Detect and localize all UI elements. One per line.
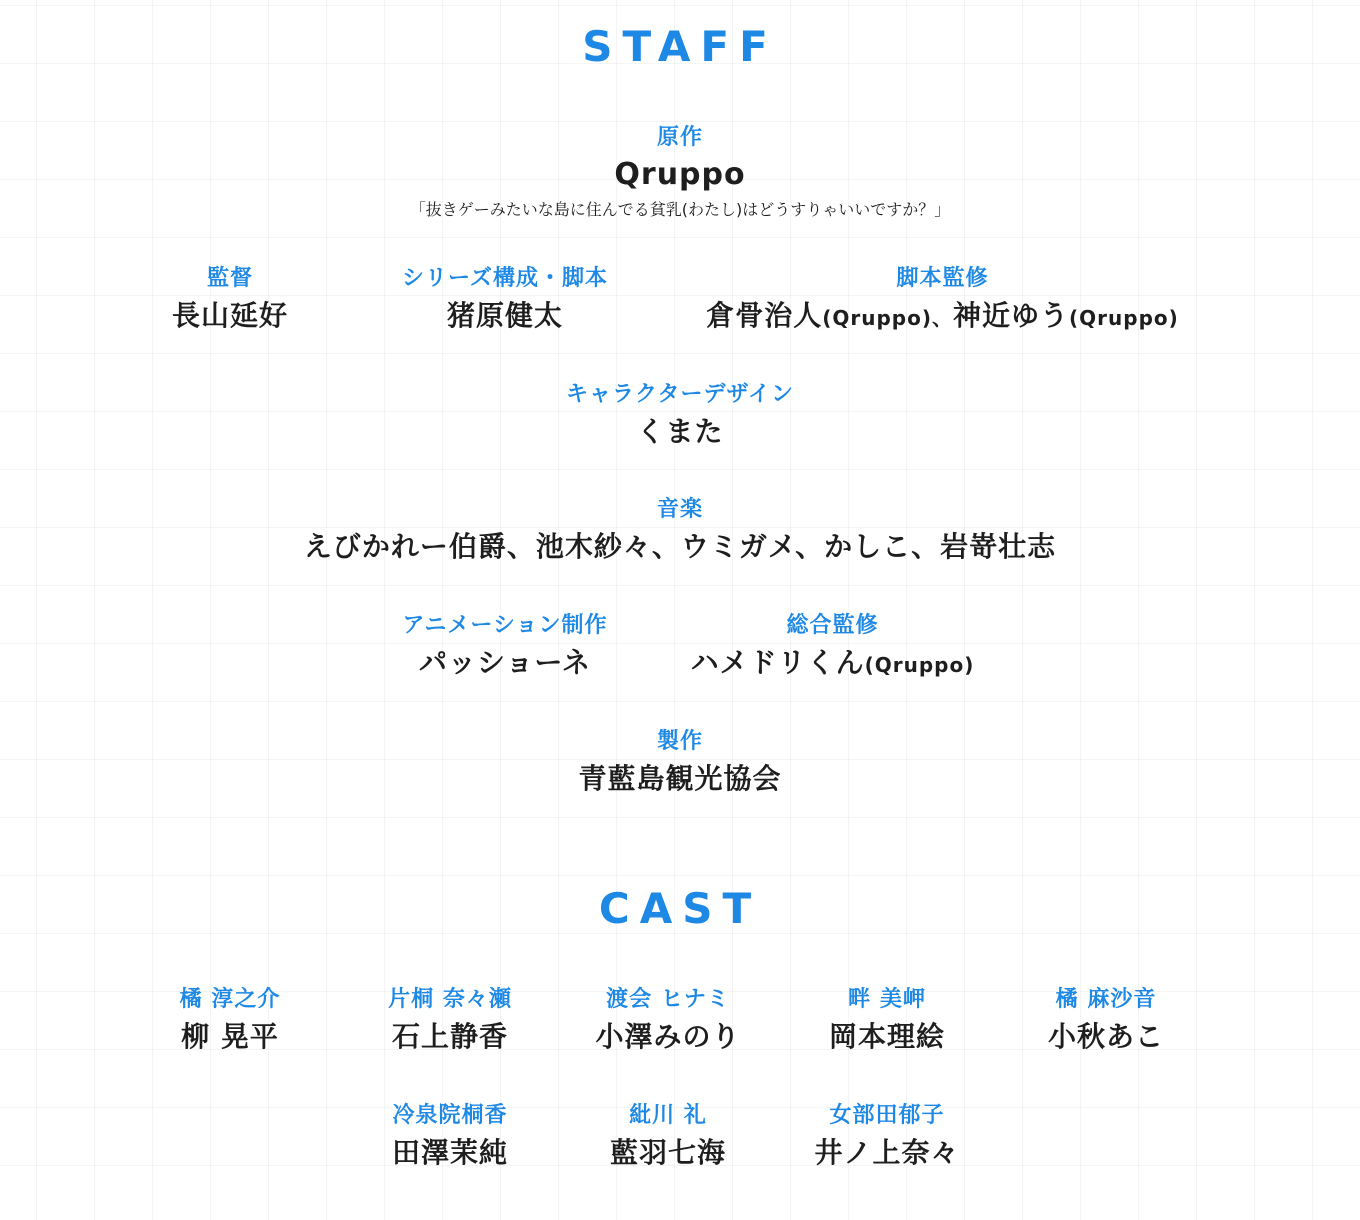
actor-name: 田澤茉純 bbox=[391, 1136, 508, 1169]
actor-name: 岡本理絵 bbox=[828, 1020, 945, 1053]
cast-heading: CAST bbox=[598, 884, 762, 933]
actor-name: 井ノ上奈々 bbox=[814, 1136, 960, 1169]
credit-name: 青藍島観光協会 bbox=[578, 762, 782, 795]
credit-production bbox=[0, 727, 1360, 801]
character-name: 渡会 ヒナミ bbox=[606, 987, 730, 1012]
role-label: 脚本監修 bbox=[896, 266, 989, 291]
credit-animation-production bbox=[365, 611, 645, 685]
role-label: アニメーション制作 bbox=[402, 613, 608, 638]
credit-script-supervision bbox=[660, 264, 1225, 340]
credit-name bbox=[660, 294, 1225, 340]
credit-chief-supervision bbox=[660, 611, 1005, 687]
role-label: シリーズ構成・脚本 bbox=[402, 266, 608, 291]
cast-entry bbox=[120, 985, 340, 1059]
credit-series-composition bbox=[365, 264, 645, 338]
credit-affiliation-2: (Qruppo) bbox=[1069, 306, 1179, 330]
cast-entry bbox=[558, 1101, 778, 1175]
character-name: 畔 美岬 bbox=[848, 987, 926, 1012]
character-name: 女部田郁子 bbox=[829, 1103, 945, 1128]
character-name: 冷泉院桐香 bbox=[392, 1103, 508, 1128]
cast-entry bbox=[558, 985, 778, 1059]
credit-name: 長山延好 bbox=[171, 299, 288, 332]
cast-entry bbox=[996, 985, 1216, 1059]
credit-name: パッショーネ bbox=[418, 646, 592, 679]
credit-affiliation: (Qruppo) bbox=[864, 653, 975, 677]
credit-affiliation-1: (Qruppo)、 bbox=[822, 306, 953, 330]
actor-name: 柳 晃平 bbox=[181, 1020, 279, 1053]
role-label: 音楽 bbox=[656, 497, 703, 522]
credit-character-design bbox=[0, 380, 1360, 454]
credit-original bbox=[0, 123, 1360, 223]
credit-name: くまた bbox=[636, 415, 724, 448]
cast-entry bbox=[340, 985, 560, 1059]
character-name: 橘 淳之介 bbox=[179, 987, 281, 1012]
credit-name-1: 倉骨治人 bbox=[706, 299, 823, 332]
character-name: 橘 麻沙音 bbox=[1055, 987, 1157, 1012]
cast-entry bbox=[340, 1101, 560, 1175]
role-label: 総合監修 bbox=[786, 613, 879, 638]
credit-director bbox=[110, 264, 350, 338]
character-name: 紕川 礼 bbox=[629, 1103, 707, 1128]
role-label: 原作 bbox=[656, 125, 703, 150]
role-label: キャラクターデザイン bbox=[565, 382, 795, 407]
credit-name: えびかれー伯爵、池木紗々、ウミガメ、かしこ、岩嵜壮志 bbox=[303, 530, 1057, 563]
role-label: 製作 bbox=[656, 729, 703, 754]
credit-name: Qruppo bbox=[614, 157, 746, 192]
role-label: 監督 bbox=[206, 266, 253, 291]
actor-name: 藍羽七海 bbox=[609, 1136, 726, 1169]
credit-music bbox=[0, 495, 1360, 569]
character-name: 片桐 奈々瀬 bbox=[388, 987, 512, 1012]
work-title-note: 「抜きゲーみたいな島に住んでる貧乳(わたし)はどうすりゃいいですか？」 bbox=[409, 200, 951, 219]
credit-name-2: 神近ゆう bbox=[953, 299, 1070, 332]
staff-heading: STAFF bbox=[582, 22, 778, 71]
actor-name: 石上静香 bbox=[391, 1020, 508, 1053]
actor-name: 小秋あこ bbox=[1047, 1020, 1164, 1053]
credit-name: 猪原健太 bbox=[446, 299, 563, 332]
credit-name bbox=[660, 641, 1005, 687]
cast-entry bbox=[777, 985, 997, 1059]
cast-entry bbox=[777, 1101, 997, 1175]
credit-name-main: ハメドリくん bbox=[690, 646, 865, 679]
actor-name: 小澤みのり bbox=[595, 1020, 741, 1053]
